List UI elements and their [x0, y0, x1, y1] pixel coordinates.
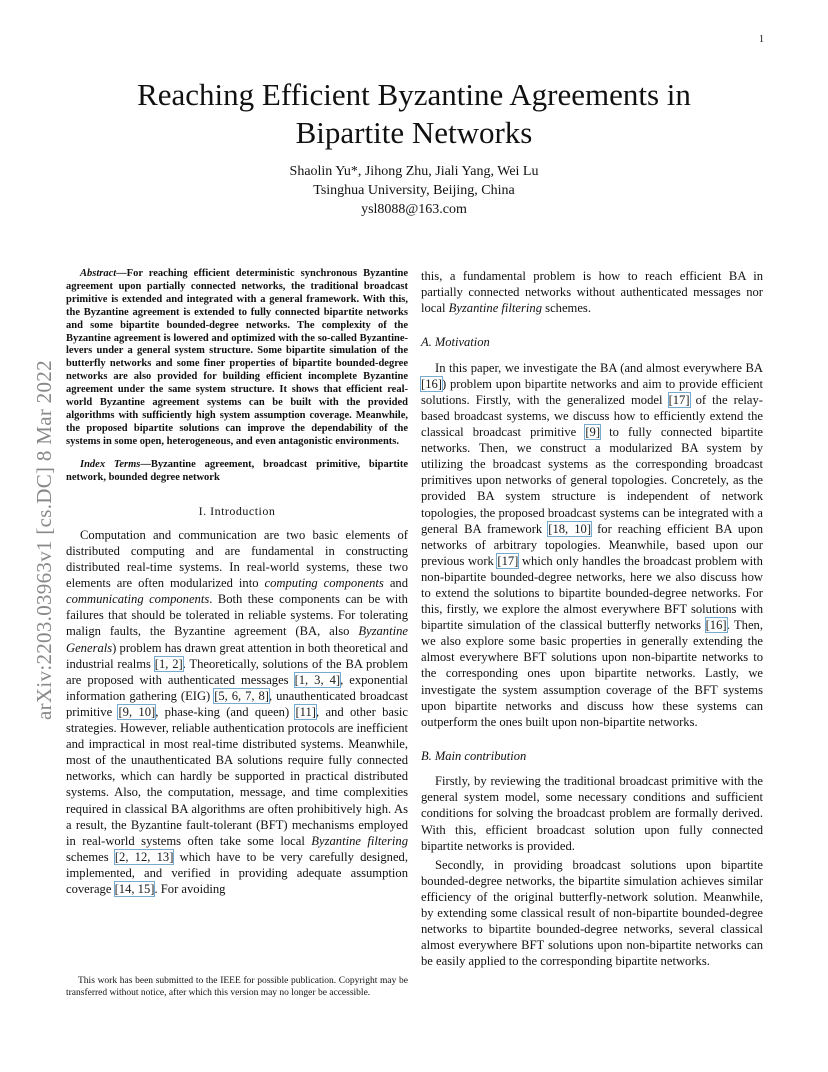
emphasis-text: Byzantine Generals — [66, 624, 408, 655]
citation-link[interactable]: [14, 15] — [114, 881, 155, 896]
emphasis-text: Byzantine filtering — [311, 833, 409, 848]
text-run: . Then, we also explore some basic properties in generally extending the almost everywhere BFT solutions upon non-bipartite networks to the corresponding ones upon bipartite networks. Lastly, we investigate the system assumption coverage of the BFT systems upon bipartite networks and discuss how these systems can outperform the ones built upon non-bipartite networks. — [421, 618, 763, 729]
text-run: schemes — [66, 849, 115, 864]
citation-link[interactable]: [16] — [705, 618, 727, 633]
text-run: , and other basic strategies. However, reliable authentication protocols are inefficient and impractical in most real-time distributed systems. Meanwhile, most of the unauthenticated BA solutions require fully connected networks, which can hardly be supported in practical distributed systems. Also, the computation, message, and time complexities required in classical BA algorithms are often prohibitively high. As a result, the Byzantine fault-tolerant (BFT) mechanisms employed in real-world systems often take some local — [66, 704, 408, 848]
text-run: of the relay-based broadcast systems, we discuss how to efficiently extend the classical broadcast primitive — [421, 392, 763, 440]
citation-link[interactable]: [5, 6, 7, 8] — [214, 688, 269, 703]
emphasis-text: Byzantine filtering — [448, 301, 543, 316]
citation-link[interactable]: [17] — [497, 553, 519, 568]
author-list: Shaolin Yu*, Jihong Zhu, Jiali Yang, Wei Lu — [289, 164, 539, 179]
text-run: . Both these components can be with failures that should be tolerated in reliable systems. For tolerating malign faults, the Byzantine agreement (BA, also — [66, 592, 408, 639]
text-run: ) problem upon bipartite networks and aim to provide efficient solutions. Firstly, with the generalized model — [421, 376, 763, 407]
text-run: which only handles the broadcast problem with non-bipartite bounded-degree networks, here we also discuss how to extend the solutions to bipartite bounded-degree networks. For this, firstly, we explore the almost everywhere BFT solutions with bipartite simulation of the classical butterfly networks — [421, 553, 763, 633]
citation-link[interactable]: [9, 10] — [118, 704, 156, 719]
arxiv-identifier-stamp: arXiv:2203.03963v1 [cs.DC] 8 Mar 2022 — [32, 360, 56, 720]
citation-link[interactable]: [17] — [668, 392, 690, 407]
citation-link[interactable]: [11] — [295, 704, 316, 719]
text-run: , exponential information gathering (EIG) — [66, 672, 408, 703]
contribution-paragraph-1: Firstly, by reviewing the traditional broadcast primitive with the general system model, some necessary conditions and sufficient conditions for solving the broadcast problem are formally derived. With this, efficient broadcast solution upon fully connected bipartite networks is provided. — [421, 774, 763, 853]
text-run: In this paper, we investigate the BA (and almost everywhere BA — [435, 360, 763, 375]
motivation-paragraph — [421, 360, 763, 730]
text-run: to fully connected bipartite networks. Then, we construct a modularized BA system by utilizing the broadcast systems as the corresponding broadcast primitives upon networks of general topologies. Concretely, as the provided BA system structure is independent of network topologies, the proposed broadcast systems can be integrated with a general BA framework — [421, 425, 763, 536]
citation-link[interactable]: [1, 3, 4] — [294, 672, 341, 687]
abstract — [66, 268, 408, 449]
citation-link[interactable]: [1, 2] — [154, 656, 183, 671]
page-number: 1 — [759, 34, 764, 45]
footnote: This work has been submitted to the IEEE for possible publication. Copyright may be transferred without notice, after which this version may no longer be accessible. — [66, 976, 408, 998]
section-heading-introduction: I. Introduction — [198, 503, 276, 518]
title-block — [0, 76, 828, 219]
text-run: for reaching efficient BA upon networks of arbitrary topologies. Meanwhile, based upon our previous work — [421, 521, 764, 568]
subsection-heading-motivation: A. Motivation — [421, 335, 490, 350]
citation-link[interactable]: [9] — [585, 425, 601, 440]
title-line-2: Bipartite Networks — [295, 115, 533, 150]
index-terms — [66, 459, 408, 485]
index-terms-text: —Byzantine agreement, broadcast primitive, bipartite network, bounded degree network — [66, 458, 409, 483]
text-run: , phase-king (and queen) — [155, 704, 296, 719]
abstract-text: —For reaching efficient deterministic synchronous Byzantine agreement upon partially connected networks, the traditional broadcast primitive is extended and integrated with a general framework. With this, the Byzantine agreement is extended to fully connected bipartite networks and some bipartite bounded-degree networks. The complexity of the Byzantine agreement is lowered and optimized with the so-called Byzantine-levers under a general system structure. Some bipartite simulation of the butterfly networks and some finer properties of bipartite bounded-degree networks are also provided for building efficient incomplete Byzantine agreement under the same system structure. It shows that efficient real-world Byzantine agreement systems can be built with the provided algorithms with sufficiently high system assumption coverage. Meanwhile, the proposed bipartite solutions can improve the dependability of the systems in some open, heterogeneous, and even antagonistic environments. — [66, 268, 408, 447]
emphasis-text: communicating components — [66, 592, 210, 607]
emphasis-text: computing components — [264, 576, 384, 591]
title-line-1: Reaching Efficient Byzantine Agreements in — [137, 77, 691, 112]
text-run: . Theoretically, solutions of the BA problem are proposed with authenticated messages — [66, 656, 409, 687]
paper-title — [0, 76, 828, 152]
intro-paragraph — [66, 527, 408, 897]
index-terms-label: Index Terms — [80, 458, 141, 470]
affiliation: Tsinghua University, Beijing, China — [313, 183, 515, 198]
text-run: this, a fundamental problem is how to reach efficient BA in partially connected networks without authenticated messages nor local — [421, 269, 763, 316]
text-run: and — [383, 576, 408, 591]
citation-link[interactable]: [16] — [421, 376, 442, 391]
text-run: schemes. — [542, 301, 591, 316]
subsection-heading-main-contribution: B. Main contribution — [421, 748, 527, 763]
right-column — [421, 268, 763, 969]
author-email: ysl8088@163.com — [361, 202, 467, 217]
contribution-paragraph-2: Secondly, in providing broadcast solutions upon bipartite bounded-degree networks, the bipartite simulation achieves similar efficiency of the original butterfly-network solution. Meanwhile, by extending some classical result of non-bipartite bounded-degree networks to bipartite bounded-degree networks, several classical almost everywhere BFT solutions upon non-bipartite networks can be easily applied to the corresponding bipartite networks. — [421, 857, 763, 969]
text-run: which have to be very carefully designed, implemented, and verified in providing adequate assumption coverage — [66, 849, 408, 896]
citation-link[interactable]: [2, 12, 13] — [114, 849, 174, 864]
citation-link[interactable]: [18, 10] — [548, 521, 592, 536]
continued-paragraph — [421, 268, 763, 316]
text-run: ) problem has drawn great attention in both theoretical and industrial realms — [66, 640, 408, 671]
text-run: . For avoiding — [154, 881, 226, 896]
abstract-label: Abstract — [80, 268, 117, 279]
left-column — [66, 268, 408, 897]
text-run: , unauthenticated broadcast primitive — [66, 688, 408, 719]
text-run: Computation and communication are two basic elements of distributed computing and are fundamental in constructing distributed real-time systems. In real-world systems, these two elements are often modularized into — [66, 527, 408, 591]
